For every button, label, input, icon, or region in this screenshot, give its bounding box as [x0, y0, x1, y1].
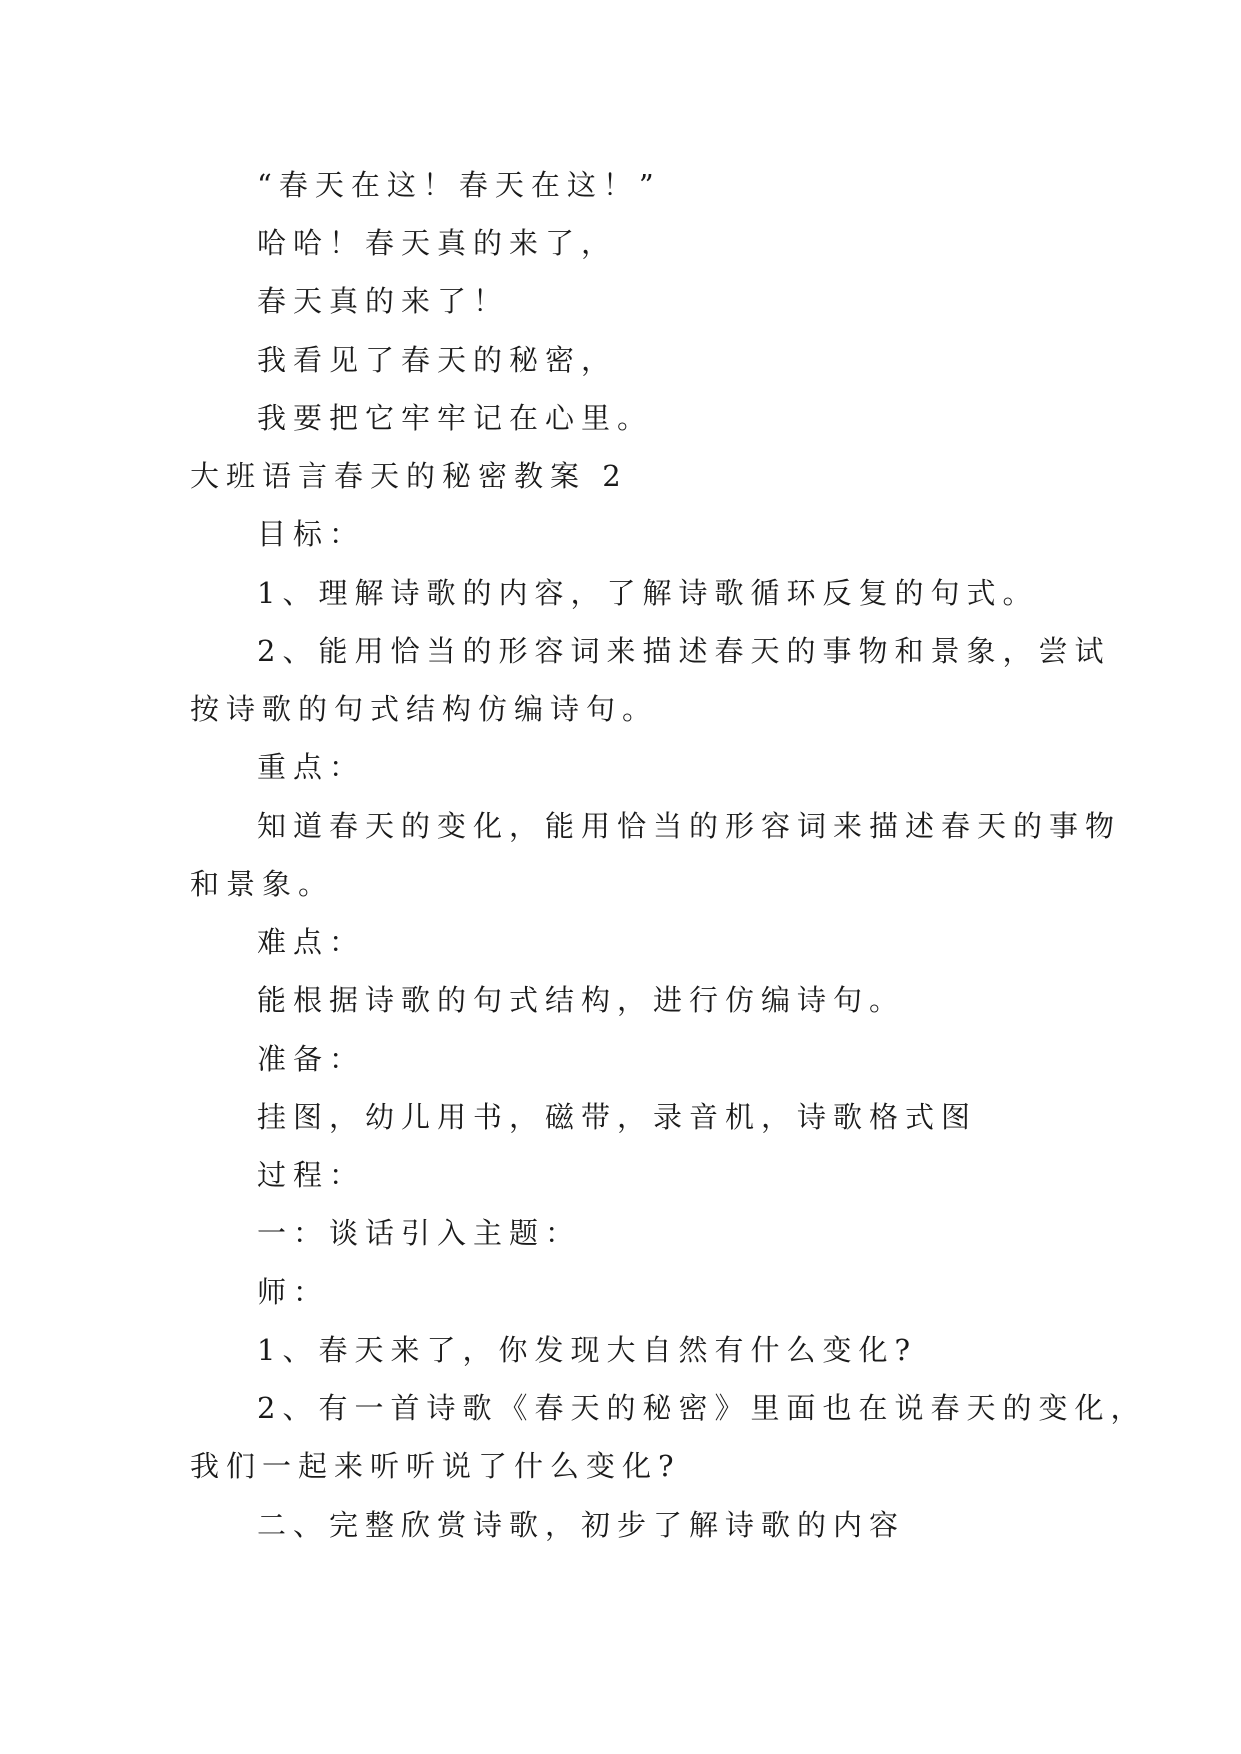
- process-step-1: 一：谈话引入主题：: [257, 1216, 582, 1250]
- heading-goals: 目标：: [257, 517, 366, 551]
- heading-preparation: 准备：: [257, 1042, 366, 1076]
- key-points-text-continued: 和景象。: [190, 867, 335, 901]
- goal-1: 1、理解诗歌的内容，了解诗歌循环反复的句式。: [257, 576, 1039, 610]
- preparation-text: 挂图，幼儿用书，磁带，录音机，诗歌格式图: [257, 1100, 978, 1134]
- heading-process: 过程：: [257, 1158, 366, 1192]
- heading-key-points: 重点：: [257, 750, 366, 784]
- poem-line-3: 春天真的来了！: [257, 284, 510, 318]
- key-points-text: 知道春天的变化，能用恰当的形容词来描述春天的事物: [257, 809, 1122, 843]
- goal-2: 2、能用恰当的形容词来描述春天的事物和景象，尝试: [257, 634, 1111, 668]
- teacher-question-2-continued: 我们一起来听听说了什么变化?: [190, 1449, 681, 1483]
- poem-line-1: “春天在这！春天在这！”: [257, 168, 661, 202]
- section-title: 大班语言春天的秘密教案 2: [190, 459, 628, 493]
- teacher-question-2: 2、有一首诗歌《春天的秘密》里面也在说春天的变化，: [257, 1391, 1147, 1425]
- goal-2-continued: 按诗歌的句式结构仿编诗句。: [190, 692, 659, 726]
- difficulties-text: 能根据诗歌的句式结构，进行仿编诗句。: [257, 983, 906, 1017]
- poem-line-5: 我要把它牢牢记在心里。: [257, 401, 654, 435]
- poem-line-4: 我看见了春天的秘密，: [257, 343, 618, 377]
- teacher-label: 师：: [257, 1275, 330, 1309]
- process-step-2: 二、完整欣赏诗歌，初步了解诗歌的内容: [257, 1508, 906, 1542]
- heading-difficulties: 难点：: [257, 925, 366, 959]
- teacher-question-1: 1、春天来了，你发现大自然有什么变化?: [257, 1333, 917, 1367]
- poem-line-2: 哈哈！春天真的来了，: [257, 226, 618, 260]
